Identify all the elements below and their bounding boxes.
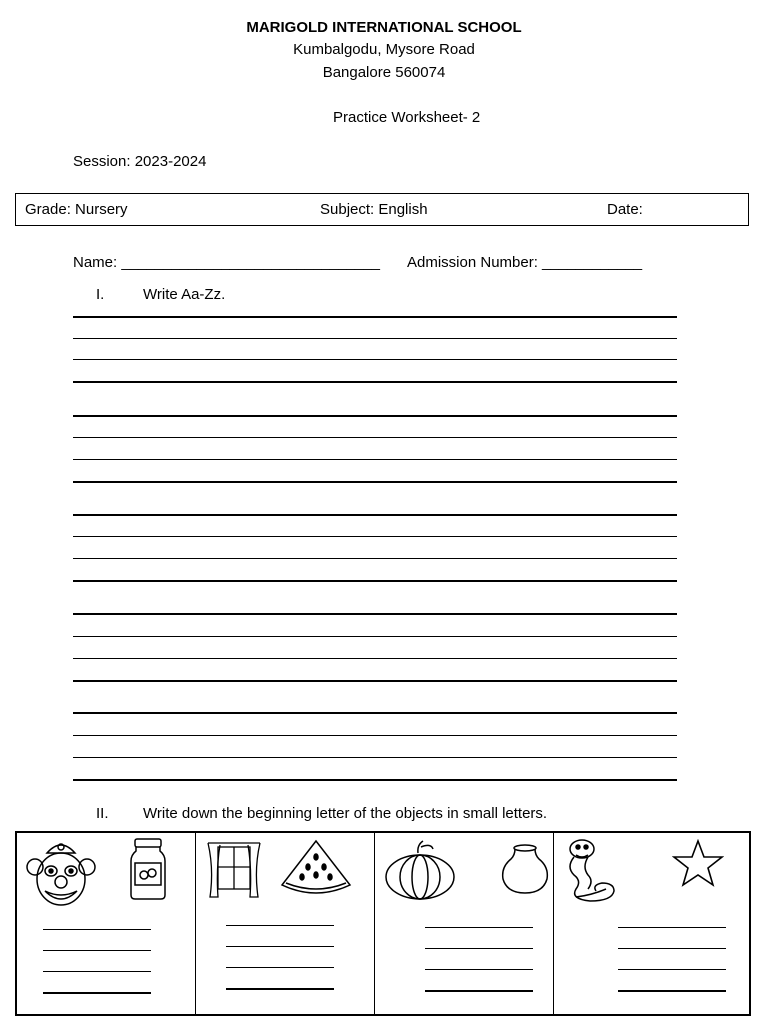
writing-line[interactable] xyxy=(73,536,677,537)
snake-icon xyxy=(562,837,620,907)
answer-line[interactable] xyxy=(43,950,151,951)
object-cell-3 xyxy=(375,833,554,1014)
answer-line[interactable] xyxy=(618,948,726,949)
writing-line[interactable] xyxy=(73,757,677,758)
object-cell-1 xyxy=(17,833,196,1014)
answer-line[interactable] xyxy=(43,971,151,972)
writing-line[interactable] xyxy=(73,481,677,483)
window-icon xyxy=(204,839,264,901)
writing-line[interactable] xyxy=(73,338,677,339)
jam-jar-icon xyxy=(129,837,167,901)
object-cell-2 xyxy=(196,833,375,1014)
writing-line[interactable] xyxy=(73,558,677,559)
info-box xyxy=(15,193,749,226)
writing-line[interactable] xyxy=(73,613,677,615)
section-2-number: II. xyxy=(96,805,109,822)
writing-line[interactable] xyxy=(73,381,677,383)
section-2-instruction: Write down the beginning letter of the objects in small letters. xyxy=(143,805,548,822)
writing-line[interactable] xyxy=(73,459,677,460)
writing-line[interactable] xyxy=(73,316,677,318)
answer-line[interactable] xyxy=(43,929,151,930)
answer-line[interactable] xyxy=(425,927,533,928)
pumpkin-icon xyxy=(381,839,459,901)
writing-line[interactable] xyxy=(73,636,677,637)
answer-line[interactable] xyxy=(43,992,151,994)
writing-line[interactable] xyxy=(73,514,677,516)
writing-line[interactable] xyxy=(73,779,677,781)
answer-line[interactable] xyxy=(618,990,726,992)
admission-number-field[interactable]: Admission Number: ____________ xyxy=(407,254,643,271)
object-cell-4 xyxy=(554,833,749,1014)
answer-line[interactable] xyxy=(226,967,334,968)
answer-line[interactable] xyxy=(425,948,533,949)
address-line-2: Bangalore 560074 xyxy=(322,64,446,81)
answer-line[interactable] xyxy=(425,990,533,992)
answer-line[interactable] xyxy=(425,969,533,970)
writing-line[interactable] xyxy=(73,658,677,659)
answer-line[interactable] xyxy=(618,927,726,928)
grade-label: Grade: Nursery xyxy=(25,201,128,218)
session-label: Session: 2023-2024 xyxy=(73,153,207,170)
watermelon-icon xyxy=(278,839,354,897)
worksheet-title: Practice Worksheet- 2 xyxy=(333,109,481,126)
clown-face-icon xyxy=(23,839,99,911)
answer-line[interactable] xyxy=(618,969,726,970)
objects-table xyxy=(15,831,751,1016)
writing-line[interactable] xyxy=(73,437,677,438)
answer-line[interactable] xyxy=(226,925,334,926)
section-1-instruction: Write Aa-Zz. xyxy=(143,286,226,303)
star-icon xyxy=(672,839,724,887)
writing-line[interactable] xyxy=(73,359,677,360)
pot-icon xyxy=(499,843,551,895)
writing-line[interactable] xyxy=(73,415,677,417)
answer-line[interactable] xyxy=(226,946,334,947)
writing-line[interactable] xyxy=(73,712,677,714)
writing-line[interactable] xyxy=(73,735,677,736)
section-1-number: I. xyxy=(96,286,105,303)
answer-line[interactable] xyxy=(226,988,334,990)
writing-line[interactable] xyxy=(73,680,677,682)
date-field[interactable]: Date: xyxy=(607,201,643,218)
school-name: MARIGOLD INTERNATIONAL SCHOOL xyxy=(246,19,522,36)
name-field[interactable]: Name: _______________________________ xyxy=(73,254,380,271)
writing-line[interactable] xyxy=(73,580,677,582)
subject-label: Subject: English xyxy=(320,201,428,218)
address-line-1: Kumbalgodu, Mysore Road xyxy=(293,41,475,58)
